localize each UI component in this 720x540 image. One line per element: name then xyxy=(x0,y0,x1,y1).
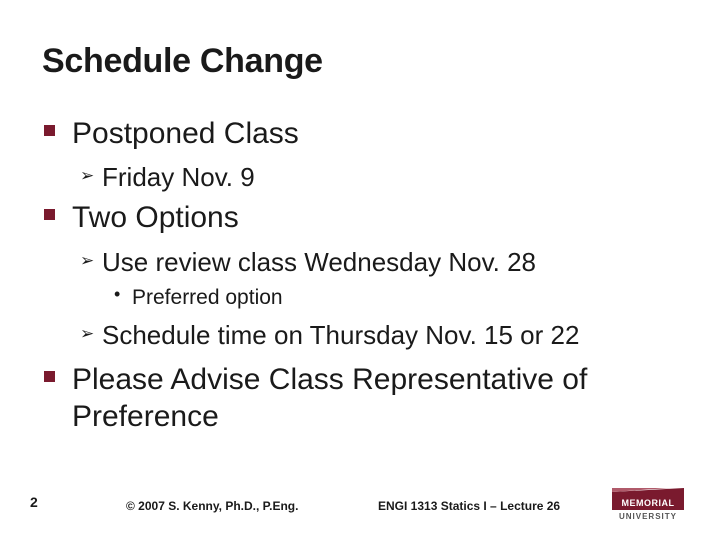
arrowhead-bullet-icon: ➢ xyxy=(80,251,95,270)
sub-sub-bullet-text: Preferred option xyxy=(132,286,283,309)
bullet-text: Postponed Class xyxy=(72,117,299,150)
arrowhead-bullet-icon: ➢ xyxy=(80,324,95,343)
bullet-text: Preference xyxy=(72,400,219,433)
square-bullet-icon xyxy=(44,125,55,136)
logo-bottom-text: UNIVERSITY xyxy=(618,512,678,521)
memorial-university-logo xyxy=(612,488,684,522)
sub-bullet-text: Schedule time on Thursday Nov. 15 or 22 xyxy=(102,320,580,350)
logo-top-text: MEMORIAL xyxy=(621,498,675,508)
bullet-text: Two Options xyxy=(72,201,239,234)
bullet-text: Please Advise Class Representative of xyxy=(72,363,588,396)
footer-course: ENGI 1313 Statics I – Lecture 26 xyxy=(378,499,561,513)
slide-title: Schedule Change xyxy=(42,42,323,80)
page-number: 2 xyxy=(30,494,38,510)
dot-bullet-icon: • xyxy=(114,284,121,304)
sub-bullet-text: Use review class Wednesday Nov. 28 xyxy=(102,247,537,277)
square-bullet-icon xyxy=(44,371,55,382)
square-bullet-icon xyxy=(44,209,55,220)
logo-graphic xyxy=(612,488,684,522)
footer-copyright: © 2007 S. Kenny, Ph.D., P.Eng. xyxy=(126,499,299,513)
arrowhead-bullet-icon: ➢ xyxy=(80,166,95,185)
sub-bullet-text: Friday Nov. 9 xyxy=(102,162,255,192)
